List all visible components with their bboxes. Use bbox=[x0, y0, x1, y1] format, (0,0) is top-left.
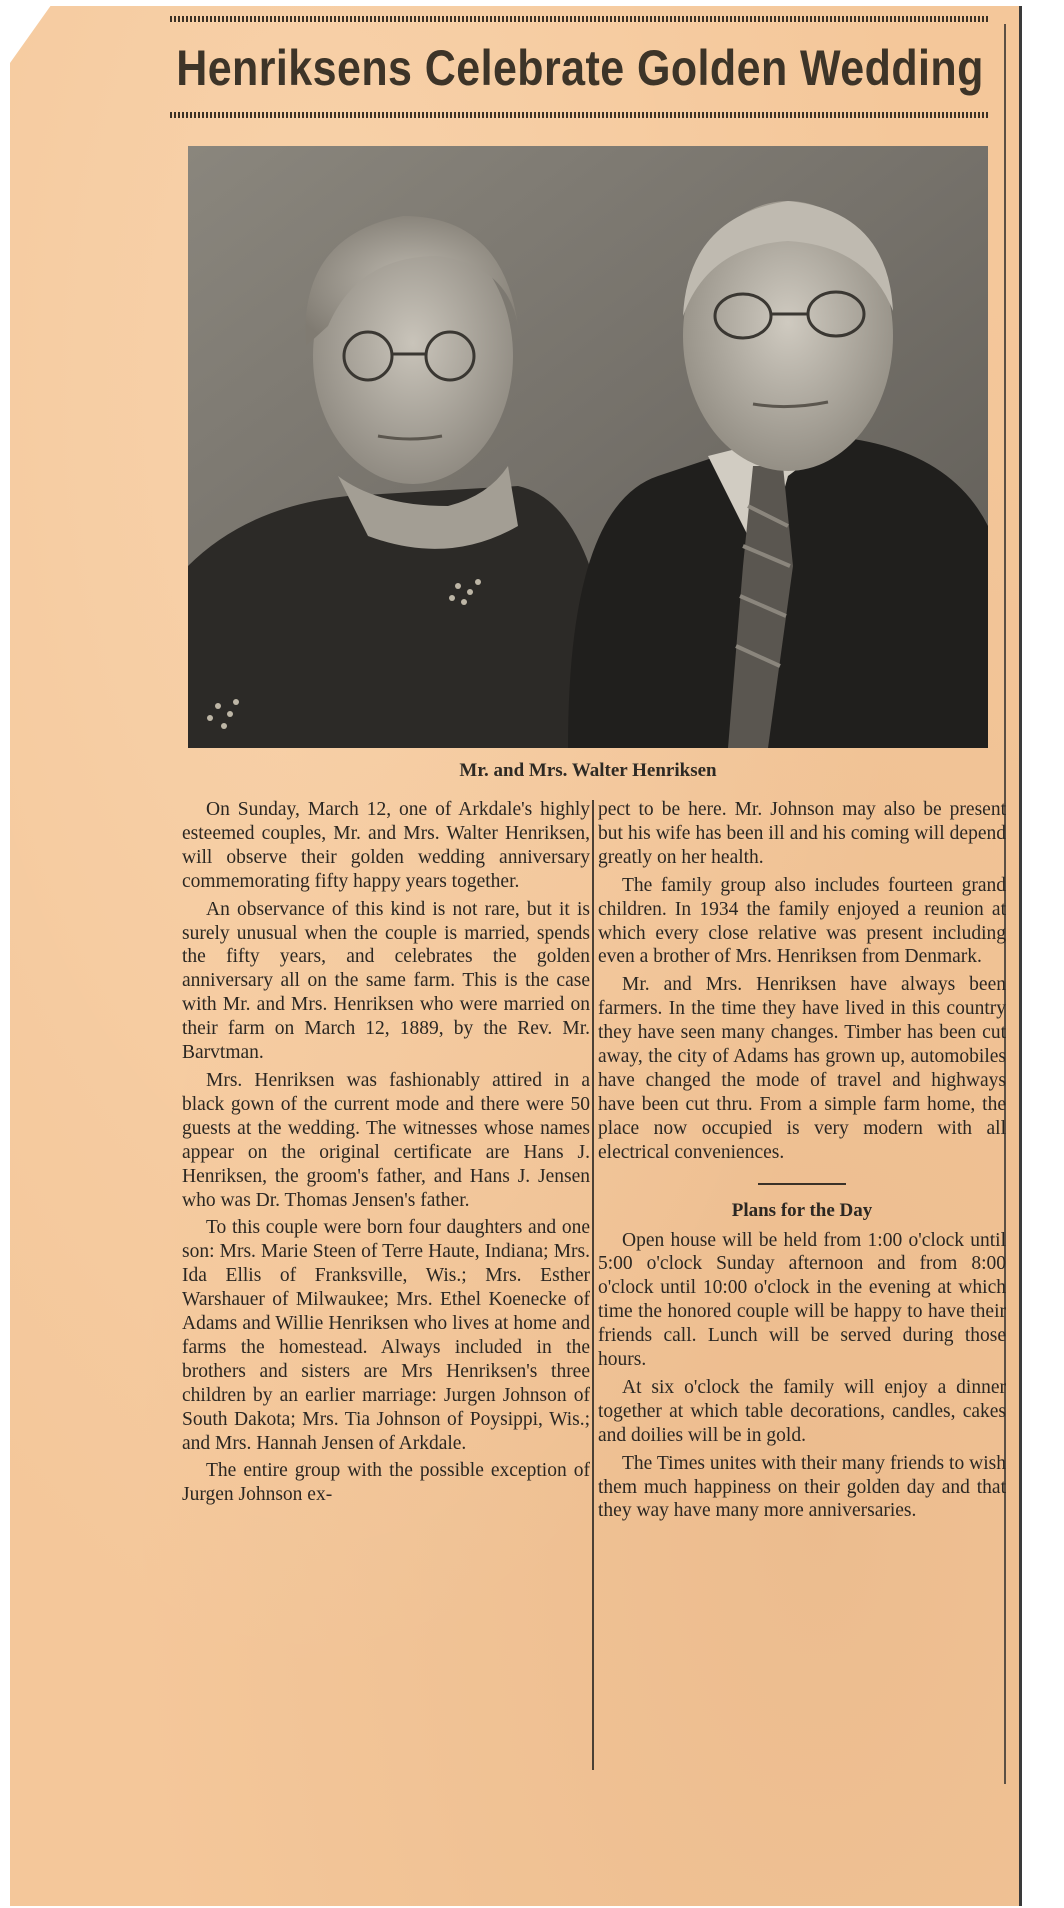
paragraph: The family group also includes fourteen grand children. In 1934 the family enjoyed a reunion at which every close relative was present including even a brother of Mrs. Henriksen from Denmark. bbox=[598, 874, 1006, 968]
section-divider bbox=[758, 1183, 846, 1185]
paragraph: The Times unites with their many friends to wish them much happiness on their golden day and that they way have many more anniversaries. bbox=[598, 1452, 1006, 1522]
headline: Henriksens Celebrate Golden Wedding bbox=[176, 40, 984, 96]
couple-photograph bbox=[188, 146, 988, 748]
paragraph: The entire group with the possible exception of Jurgen Johnson ex- bbox=[182, 1460, 590, 1506]
paragraph: An observance of this kind is not rare, but it is surely unusual when the couple is married, spends the fifty years, and celebrates the golden anniversary all on the same farm. This is the case with Mr. and Mrs. Henriksen who were married on their farm on March 12, 1889, by the Rev. Mr. Barvtman. bbox=[182, 898, 590, 1064]
article-column-right bbox=[598, 798, 1006, 1527]
paragraph: Mr. and Mrs. Henriksen have always been farmers. In the time they have lived in this country they have seen many changes. Timber has been cut away, the city of Adams has grown up, automobiles have changed the mode of travel and highways have been cut thru. From a simple farm home, the place now occupied is very modern with all electrical conveniences. bbox=[598, 974, 1006, 1163]
paragraph: pect to be here. Mr. Johnson may also be present but his wife has been ill and his coming will depend greatly on her health. bbox=[598, 799, 1006, 868]
paragraph: Mrs. Henriksen was fashionably attired in a black gown of the current mode and there were 50 guests at the wedding. The witnesses whose names appear on the original certificate are Hans J. Henriksen, the groom's father, and Hans J. Jensen who was Dr. Thomas Jensen's father. bbox=[182, 1069, 590, 1211]
article-column-left bbox=[182, 798, 590, 1511]
paragraph: To this couple were born four daughters and one son: Mrs. Marie Steen of Terre Haute, Indiana; Mrs. Ida Ellis of Franksville, Wis.; Mrs. Esther Warshauer of Milwaukee; Mrs. Ethel Koenecke of Adams and Willie Henriksen who lives at home and farms the homestead. Always included in the brothers and sisters are Mrs Henriksen's three children by an earlier marriage: Jurgen Johnson of South Dakota; Mrs. Tia Johnson of Poysippi, Wis.; and Mrs. Hannah Jensen of Arkdale. bbox=[182, 1217, 590, 1454]
bottom-dotted-rule bbox=[170, 112, 990, 118]
top-dotted-rule bbox=[170, 16, 990, 22]
paragraph: At six o'clock the family will enjoy a dinner together at which table decorations, candles, cakes and doilies will be in gold. bbox=[598, 1376, 1006, 1446]
clipping-edge-shadow bbox=[1019, 6, 1022, 1906]
portrait-illustration bbox=[188, 146, 988, 748]
paragraph: On Sunday, March 12, one of Arkdale's highly esteemed couples, Mr. and Mrs. Walter Henriksen, will observe their golden wedding anniversary commemorating fifty happy years together. bbox=[182, 799, 590, 892]
paragraph: Open house will be held from 1:00 o'clock until 5:00 o'clock Sunday afternoon and from 8:00 o'clock until 10:00 o'clock in the evening at which time the honored couple will be happy to have their friends call. Lunch will be served during those hours. bbox=[598, 1229, 1006, 1371]
subheading: Plans for the Day bbox=[731, 1199, 873, 1221]
photo-caption: Mr. and Mrs. Walter Henriksen bbox=[459, 760, 717, 781]
column-divider bbox=[592, 800, 594, 1770]
